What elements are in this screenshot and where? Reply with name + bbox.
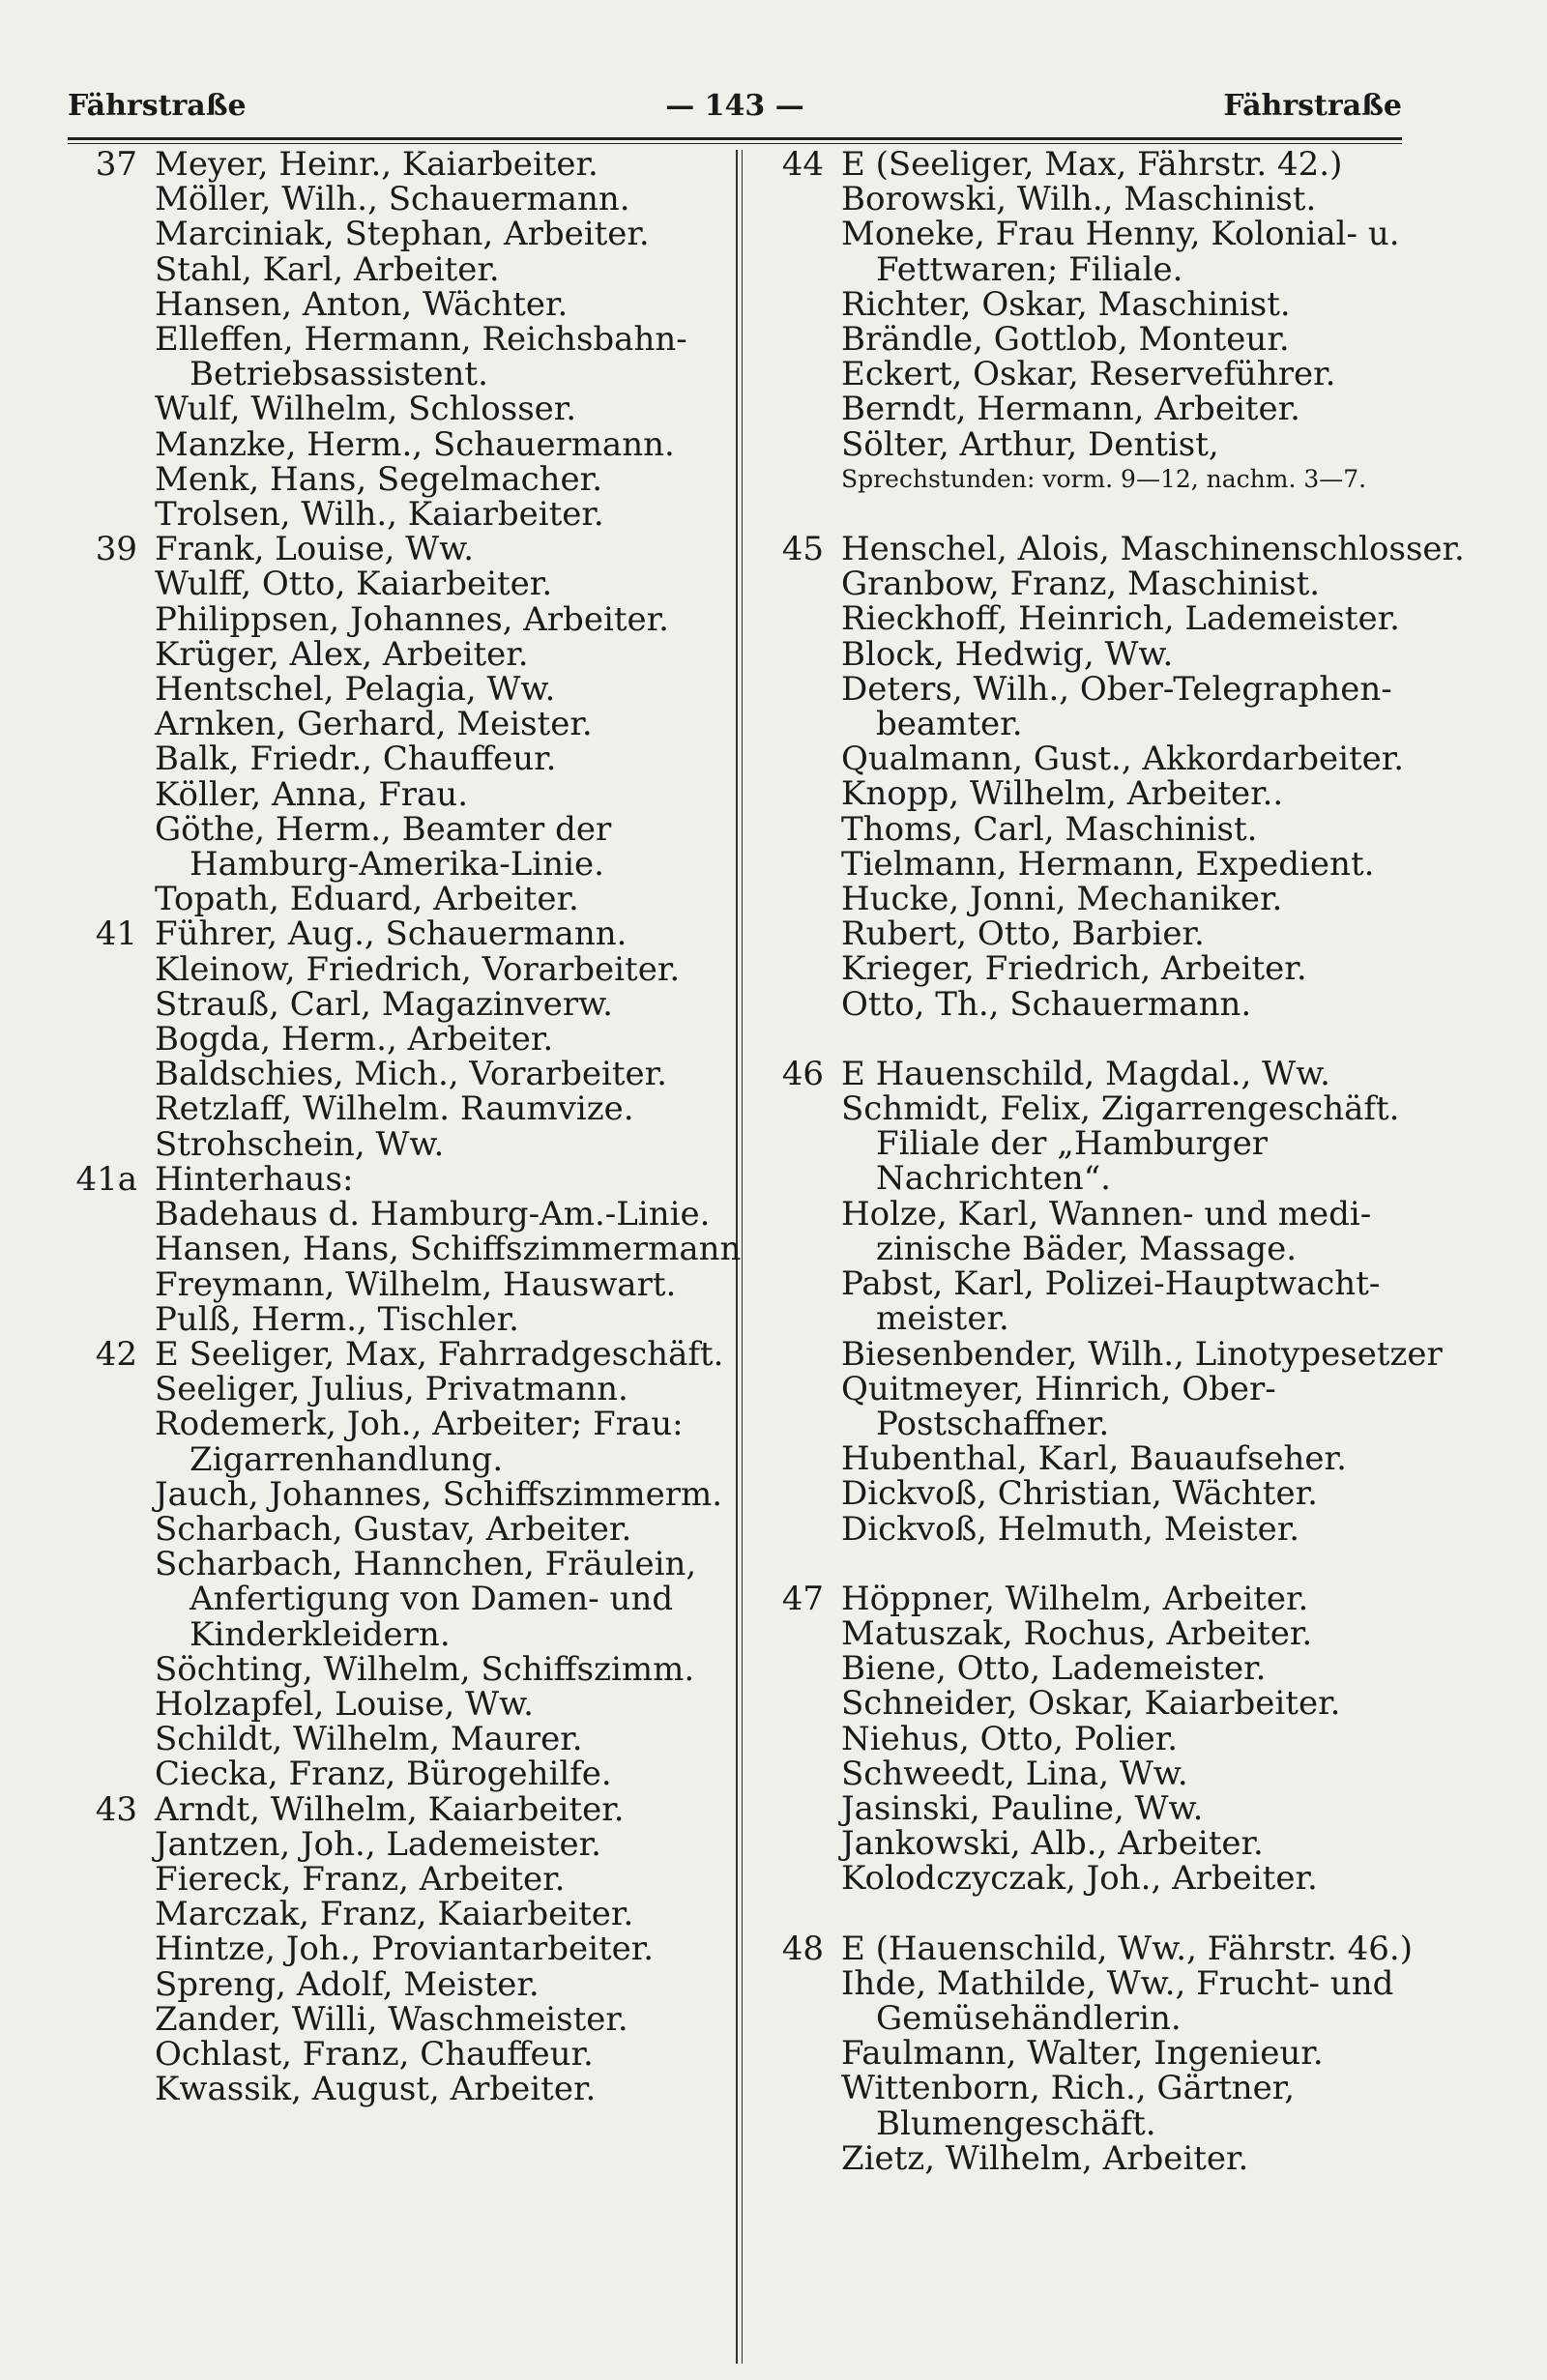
directory-entry	[68, 1614, 725, 1654]
resident-text: Hamburg-Amerika-Linie.	[190, 845, 604, 885]
directory-entry	[754, 1194, 1412, 1234]
directory-entry	[68, 215, 725, 254]
resident-text: Block, Hedwig, Ww.	[841, 634, 1174, 674]
resident-text: Marczak, Franz, Kaiarbeiter.	[155, 1895, 634, 1934]
resident-text: Berndt, Hermann, Arbeiter.	[841, 390, 1300, 429]
directory-entry	[68, 914, 725, 954]
resident-text: Kleinow, Friedrich, Vorarbeiter.	[155, 949, 681, 989]
resident-text: Knopp, Wilhelm, Arbeiter..	[841, 774, 1284, 814]
header-rule	[68, 137, 1402, 140]
resident-text: Pulß, Herm., Tischler.	[155, 1299, 519, 1339]
house-number: 37	[95, 145, 137, 184]
resident-text: Philippsen, Johannes, Arbeiter.	[155, 599, 669, 639]
directory-entry	[68, 1509, 725, 1549]
resident-text: Schneider, Oskar, Kaiarbeiter.	[841, 1684, 1341, 1724]
directory-entry	[68, 705, 725, 744]
directory-entry	[68, 1197, 725, 1232]
directory-entry	[754, 565, 1412, 604]
directory-entry	[68, 565, 725, 604]
directory-entry	[68, 530, 725, 569]
directory-entry	[68, 1439, 725, 1479]
directory-entry	[754, 390, 1412, 429]
resident-text: Granbow, Franz, Maschinist.	[841, 565, 1321, 604]
resident-text: Menk, Hans, Segelmacher.	[155, 459, 603, 499]
directory-entry	[68, 1124, 725, 1164]
resident-text: Baldschies, Mich., Vorarbeiter.	[155, 1055, 667, 1094]
resident-text: Fettwaren; Filiale.	[876, 249, 1183, 289]
running-head-right: Fährstraße	[1223, 89, 1402, 123]
directory-entry	[68, 1230, 742, 1269]
resident-text: Trolsen, Wilh., Kaiarbeiter.	[155, 495, 604, 535]
resident-text: Pabst, Karl, Polizei-Hauptwacht-	[841, 1264, 1381, 1304]
resident-text: Matuszak, Rochus, Arbeiter.	[841, 1613, 1313, 1653]
directory-entry	[754, 1859, 1412, 1899]
directory-entry	[754, 949, 1412, 989]
resident-text: Ciecka, Franz, Bürogehilfe.	[155, 1755, 612, 1794]
resident-text: Wulf, Wilhelm, Schlosser.	[155, 390, 577, 429]
directory-entry	[68, 1649, 725, 1689]
directory-entry	[68, 1547, 725, 1582]
directory-entry	[754, 1963, 1412, 2003]
directory-entry	[68, 182, 725, 217]
resident-text: Rieckhoff, Heinrich, Lademeister.	[841, 599, 1400, 639]
directory-entry	[754, 809, 1412, 849]
directory-entry	[754, 530, 1465, 569]
directory-entry	[754, 1998, 1412, 2038]
directory-entry	[68, 424, 725, 464]
house-number: 41a	[75, 1159, 137, 1199]
resident-text: zinische Bäder, Massage.	[876, 1229, 1298, 1268]
resident-text: Zietz, Wilhelm, Arbeiter.	[841, 2138, 1249, 2178]
resident-text: Deters, Wilh., Ober-Telegraphen-	[841, 669, 1392, 709]
directory-entry	[754, 215, 1412, 254]
resident-text: Stahl, Karl, Arbeiter.	[155, 249, 500, 289]
directory-entry	[68, 880, 725, 919]
resident-text: Jauch, Johannes, Schiffszimmerm.	[155, 1474, 722, 1514]
resident-text: Zigarrenhandlung.	[190, 1439, 504, 1479]
resident-text: Kwassik, August, Arbeiter.	[155, 2070, 597, 2109]
resident-text: Söchting, Wilhelm, Schiffszimm.	[155, 1649, 695, 1689]
resident-text: Fiereck, Franz, Arbeiter.	[155, 1859, 566, 1899]
resident-text: Betriebsassistent.	[190, 355, 488, 394]
directory-entry	[754, 2069, 1412, 2108]
resident-text: Filiale der „Hamburger	[876, 1124, 1269, 1164]
resident-text: Führer, Aug., Schauermann.	[155, 914, 628, 954]
resident-text: Strauß, Carl, Magazinverw.	[155, 984, 613, 1024]
directory-entry	[68, 1089, 725, 1129]
directory-entry	[68, 1755, 725, 1794]
resident-text: Topath, Eduard, Arbeiter.	[155, 880, 579, 919]
directory-entry	[68, 1859, 725, 1899]
directory-entry	[754, 1159, 1412, 1199]
directory-entry	[754, 880, 1412, 919]
resident-text: Göthe, Herm., Beamter der	[155, 809, 612, 849]
directory-entry	[754, 1613, 1412, 1653]
resident-text: Hansen, Anton, Wächter.	[155, 284, 569, 324]
resident-text: Köller, Anna, Frau.	[155, 774, 469, 814]
resident-text: Quitmeyer, Hinrich, Ober-	[841, 1369, 1276, 1408]
resident-text: Moneke, Frau Henny, Kolonial- u.	[841, 215, 1400, 254]
resident-text: Marciniak, Stephan, Arbeiter.	[155, 215, 650, 254]
directory-entry	[68, 147, 725, 182]
resident-text: Faulmann, Walter, Ingenieur.	[841, 2034, 1324, 2074]
directory-entry	[754, 357, 1412, 392]
directory-entry	[754, 1684, 1412, 1724]
house-number: 48	[781, 1929, 824, 1968]
resident-text: Hansen, Hans, Schiffszimmermann	[155, 1230, 742, 1269]
directory-entry	[754, 1579, 1412, 1618]
directory-entry	[754, 1054, 1412, 1093]
resident-text: E (Seeliger, Max, Fährstr. 42.)	[841, 145, 1343, 184]
resident-text: Qualmann, Gust., Akkordarbeiter.	[841, 740, 1405, 779]
resident-text: Arnken, Gerhard, Meister.	[155, 705, 593, 744]
directory-entry	[68, 1264, 725, 1304]
directory-entry	[68, 599, 725, 639]
resident-text: Hintze, Joh., Proviantarbeiter.	[155, 1930, 655, 1969]
column-divider-thin	[742, 150, 743, 2364]
directory-entry	[68, 774, 725, 814]
directory-entry	[68, 2070, 725, 2109]
resident-text: Blumengeschäft.	[876, 2104, 1156, 2143]
directory-entry	[68, 1789, 725, 1829]
resident-text: Krüger, Alex, Arbeiter.	[155, 634, 529, 674]
resident-text: beamter.	[876, 705, 1023, 744]
resident-text: Krieger, Friedrich, Arbeiter.	[841, 949, 1307, 989]
resident-text: Wulff, Otto, Kaiarbeiter.	[155, 565, 553, 604]
resident-text: Kinderkleidern.	[190, 1614, 451, 1654]
house-number: 41	[95, 914, 137, 954]
resident-text: Dickvoß, Helmuth, Meister.	[841, 1509, 1300, 1549]
resident-text: Meyer, Heinr., Kaiarbeiter.	[155, 145, 598, 184]
resident-text: Arndt, Wilhelm, Kaiarbeiter.	[155, 1789, 625, 1829]
resident-text: Otto, Th., Schauermann.	[841, 984, 1252, 1024]
directory-entry	[754, 1788, 1412, 1828]
resident-text: Thoms, Carl, Maschinist.	[841, 809, 1258, 849]
right-column	[754, 145, 1465, 2178]
resident-text: Brändle, Gottlob, Monteur.	[841, 320, 1290, 360]
resident-text: Scharbach, Hannchen, Fräulein,	[155, 1545, 697, 1584]
resident-text: Retzlaff, Wilhelm. Raumvize.	[155, 1089, 634, 1129]
directory-entry	[68, 1684, 725, 1724]
resident-text: Anfertigung von Damen- und	[190, 1580, 674, 1619]
directory-entry	[68, 1999, 725, 2039]
directory-entry	[68, 390, 725, 429]
directory-entry	[754, 1474, 1412, 1514]
resident-text: Dickvoß, Christian, Wächter.	[841, 1474, 1318, 1514]
directory-entry	[68, 320, 725, 360]
directory-entry	[68, 284, 725, 324]
resident-text: Hucke, Jonni, Mechaniker.	[841, 880, 1283, 919]
directory-entry	[754, 1089, 1412, 1129]
directory-entry	[68, 1720, 725, 1759]
resident-text: Tielmann, Hermann, Expedient.	[841, 844, 1375, 884]
resident-text: Scharbach, Gustav, Arbeiter.	[155, 1509, 632, 1549]
resident-text: Frank, Louise, Ww.	[155, 530, 475, 569]
directory-entry	[754, 2106, 1412, 2141]
resident-text: Holze, Karl, Wannen- und medi-	[841, 1194, 1372, 1234]
resident-text: Nachrichten“.	[876, 1159, 1111, 1199]
directory-entry	[754, 1756, 1412, 1791]
resident-text: Wittenborn, Rich., Gärtner,	[841, 2069, 1296, 2108]
resident-text: Strohschein, Ww.	[155, 1124, 445, 1164]
resident-text: Möller, Wilh., Schauermann.	[155, 180, 630, 219]
directory-entry	[754, 1404, 1412, 1443]
directory-entry	[754, 2034, 1412, 2074]
resident-text: Manzke, Herm., Schauermann.	[155, 424, 675, 464]
directory-entry	[754, 1439, 1412, 1479]
resident-text: Balk, Friedr., Chauffeur.	[155, 740, 557, 779]
directory-entry	[754, 669, 1412, 709]
directory-entry	[754, 1229, 1412, 1268]
directory-entry	[68, 1405, 725, 1444]
directory-entry	[754, 147, 1412, 182]
directory-entry	[754, 2138, 1412, 2178]
directory-entry	[68, 1474, 725, 1514]
house-number: 43	[95, 1789, 137, 1829]
directory-entry	[68, 1930, 725, 1969]
resident-text: Sölter, Arthur, Dentist,	[841, 424, 1219, 464]
header-rule-thin	[68, 143, 1402, 144]
directory-entry	[68, 1159, 725, 1199]
resident-text: E (Hauenschild, Ww., Fährstr. 46.)	[841, 1929, 1413, 1968]
resident-text: Eckert, Oskar, Reserveführer.	[841, 355, 1336, 394]
resident-text: Niehus, Otto, Polier.	[841, 1719, 1179, 1758]
resident-text: Elleffen, Hermann, Reichsbahn-	[155, 320, 687, 360]
directory-entry	[68, 2034, 725, 2074]
resident-text: E Seeliger, Max, Fahrradgeschäft.	[155, 1334, 724, 1374]
directory-entry	[68, 249, 725, 289]
resident-text: Jankowski, Alb., Arbeiter.	[841, 1824, 1264, 1864]
directory-entry	[68, 357, 725, 392]
resident-text: E Hauenschild, Magdal., Ww.	[841, 1054, 1330, 1093]
resident-text: Schweedt, Lina, Ww.	[841, 1754, 1188, 1793]
resident-text: Richter, Oskar, Maschinist.	[841, 284, 1291, 324]
page-number: — 143 —	[665, 89, 804, 123]
directory-entry	[754, 1824, 1412, 1864]
house-number: 46	[781, 1054, 824, 1093]
directory-entry	[68, 984, 725, 1024]
resident-text: Seeliger, Julius, Privatmann.	[155, 1370, 628, 1409]
directory-entry	[68, 949, 725, 989]
directory-entry	[754, 634, 1412, 674]
resident-text: Ihde, Mathilde, Ww., Frucht- und	[841, 1963, 1394, 2003]
resident-text: Bogda, Herm., Arbeiter.	[155, 1020, 554, 1059]
resident-text: Freymann, Wilhelm, Hauswart.	[155, 1264, 677, 1304]
resident-text: Sprechstunden: vorm. 9—12, nachm. 3—7.	[841, 464, 1367, 493]
directory-entry	[68, 459, 725, 499]
directory-entry	[754, 320, 1412, 360]
directory-entry	[68, 1580, 725, 1619]
directory-entry	[754, 1264, 1412, 1304]
directory-entry	[754, 1719, 1412, 1758]
directory-entry	[754, 599, 1412, 639]
directory-entry	[754, 182, 1412, 217]
directory-entry	[754, 705, 1412, 744]
resident-text: Jantzen, Joh., Lademeister.	[155, 1824, 601, 1864]
resident-text: Zander, Willi, Waschmeister.	[155, 1999, 628, 2039]
resident-text: Kolodczyczak, Joh., Arbeiter.	[841, 1859, 1318, 1899]
left-column	[68, 145, 742, 2109]
directory-entry	[754, 284, 1412, 324]
resident-text: Gemüsehändlerin.	[876, 1998, 1182, 2038]
resident-text: Höppner, Wilhelm, Arbeiter.	[841, 1579, 1309, 1618]
resident-text: Spreng, Adolf, Meister.	[155, 1964, 540, 2004]
resident-text: Schildt, Wilhelm, Maurer.	[155, 1720, 583, 1759]
directory-entry	[68, 1022, 725, 1057]
resident-text: Biesenbender, Wilh., Linotypesetzer	[841, 1334, 1443, 1374]
directory-entry	[68, 1299, 725, 1339]
resident-text: Rodemerk, Joh., Arbeiter; Frau:	[155, 1405, 684, 1444]
resident-text: Henschel, Alois, Maschinenschlosser.	[841, 530, 1465, 569]
directory-entry	[754, 1124, 1412, 1164]
directory-entry	[754, 462, 1412, 497]
page-header	[68, 89, 1402, 131]
resident-text: Hubenthal, Karl, Bauaufseher.	[841, 1439, 1347, 1479]
directory-entry	[754, 1931, 1412, 1966]
house-number: 45	[781, 530, 824, 569]
resident-text: Badehaus d. Hamburg-Am.-Linie.	[155, 1195, 711, 1234]
directory-entry	[68, 1372, 725, 1407]
directory-entry	[68, 495, 725, 535]
directory-entry	[754, 914, 1412, 954]
house-number: 47	[781, 1579, 824, 1618]
house-number: 44	[781, 145, 824, 184]
running-head-left: Fährstraße	[68, 89, 247, 123]
directory-entry	[754, 1509, 1412, 1549]
house-number: 42	[95, 1334, 137, 1374]
directory-entry	[754, 774, 1412, 814]
directory-entry	[68, 1895, 725, 1934]
resident-text: Biene, Otto, Lademeister.	[841, 1649, 1267, 1689]
resident-text: Hinterhaus:	[155, 1159, 354, 1199]
directory-entry	[68, 670, 725, 710]
directory-entry	[68, 1055, 725, 1094]
resident-text: meister.	[876, 1299, 1009, 1339]
directory-entry	[68, 1964, 725, 2004]
directory-entry	[68, 845, 725, 885]
directory-entry	[754, 424, 1412, 464]
directory-entry	[754, 1649, 1412, 1689]
directory-entry	[68, 809, 725, 849]
house-number: 39	[95, 530, 137, 569]
resident-text: Hentschel, Pelagia, Ww.	[155, 670, 556, 710]
directory-entry	[754, 1334, 1443, 1374]
resident-text: Postschaffner.	[876, 1404, 1110, 1443]
resident-text: Rubert, Otto, Barbier.	[841, 914, 1205, 954]
directory-entry	[754, 1369, 1412, 1408]
directory-entry	[754, 984, 1412, 1024]
directory-entry	[68, 634, 725, 674]
resident-text: Schmidt, Felix, Zigarrengeschäft.	[841, 1089, 1400, 1129]
resident-text: Jasinski, Pauline, Ww.	[841, 1788, 1204, 1828]
resident-text: Borowski, Wilh., Maschinist.	[841, 180, 1317, 219]
directory-entry	[68, 740, 725, 779]
directory-entry	[754, 740, 1412, 779]
directory-entry	[68, 1334, 725, 1374]
directory-entry	[68, 1824, 725, 1864]
resident-text: Holzapfel, Louise, Ww.	[155, 1684, 534, 1724]
directory-entry	[754, 249, 1412, 289]
directory-entry	[754, 1299, 1412, 1339]
directory-entry	[754, 844, 1412, 884]
resident-text: Ochlast, Franz, Chauffeur.	[155, 2034, 594, 2074]
